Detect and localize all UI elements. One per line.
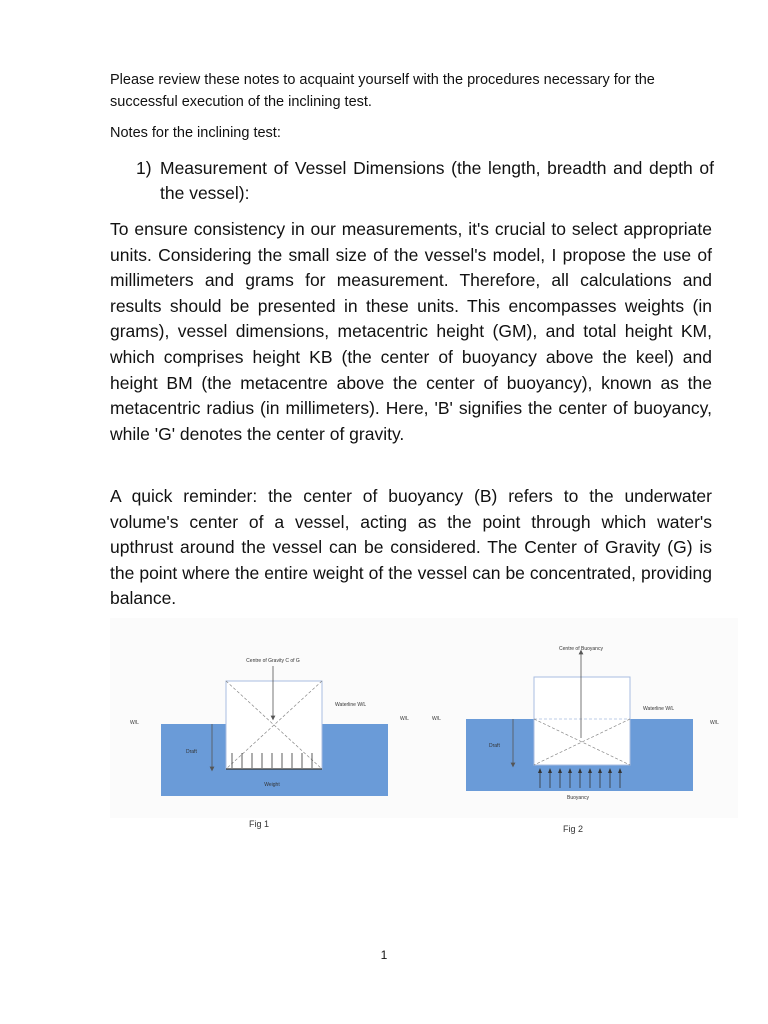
paragraph-buoyancy: A quick reminder: the center of buoyancy (B) refers to the underwater volume's center of a vessel, acting as the point through which water's upthrust around the vessel can be considered. The Center of Gravity (G) is the point where the entire weight of the vessel can be concentrated, providing balance. (110, 486, 712, 609)
intro-text: Please review these notes to acquaint yourself with the procedures necessary for the successful execution of the inclining test. (110, 72, 655, 110)
fig1-caption: Fig 1 (248, 819, 270, 829)
fig2-caption: Fig 2 (562, 824, 584, 834)
list-item-1 (136, 156, 714, 206)
fig2-wl-left: W/L (432, 716, 441, 722)
fig2-bottom-label: Buoyancy (567, 795, 589, 801)
notes-title: Notes for the inclining test: (110, 125, 281, 141)
fig1-wl-right: W/L (400, 716, 409, 722)
fig2-draft-label: Draft (489, 743, 500, 749)
fig1-top-label: Centre of Gravity C of G (246, 658, 300, 664)
fig1-waterline-label: Waterline W/L (335, 702, 367, 708)
paragraph-units: To ensure consistency in our measurements, it's crucial to select appropriate units. Considering the small size of the vessel's model, I propose the use of millimeters and grams for measurement. Therefore, all calculations and results should be presented in these units. This encompasses weights (in grams), vessel dimensions, metacentric height (GM), and total height KM, which comprises height KB (the center of buoyancy above the keel) and height BM (the metacentre above the center of buoyancy), known as the metacentric radius (in millimeters). Here, 'B' signifies the center of buoyancy, while 'G' denotes the center of gravity. (110, 219, 712, 444)
page-number: 1 (380, 948, 388, 962)
fig1-draft-label: Draft (186, 749, 197, 755)
fig1-bottom-label: Weight (264, 782, 280, 788)
fig1-wl-left: W/L (130, 720, 139, 726)
fig2-top-label: Centre of Buoyancy (559, 646, 603, 652)
figure-diagrams (110, 618, 740, 843)
list-item-number: 1) (136, 158, 152, 178)
fig2-wl-right: W/L (710, 720, 719, 726)
fig2-waterline-label: Waterline W/L (643, 706, 675, 712)
list-item-text: Measurement of Vessel Dimensions (the length, breadth and depth of the vessel): (160, 158, 714, 203)
fig2-hull (534, 677, 630, 765)
